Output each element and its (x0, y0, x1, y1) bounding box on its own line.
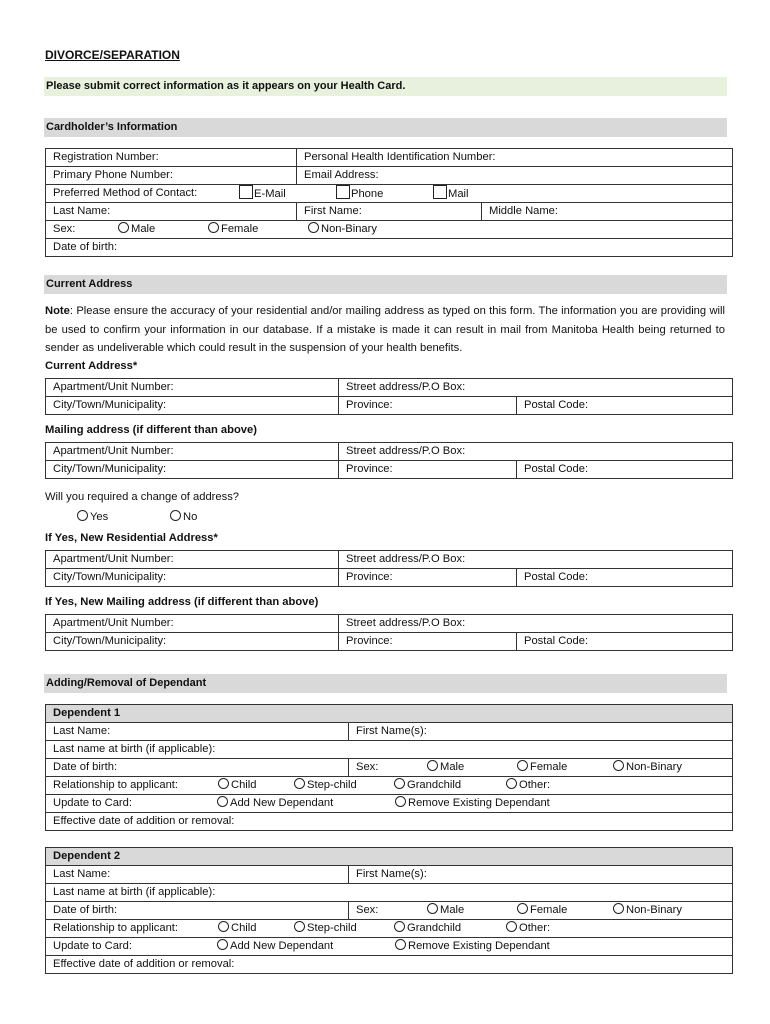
dep-first-names-field[interactable]: First Name(s): (349, 866, 733, 884)
street-field[interactable]: Street address/P.O Box: (339, 551, 733, 569)
first-name-field[interactable]: First Name: (297, 203, 482, 221)
sex-male-radio[interactable]: Male (118, 221, 155, 238)
registration-number-field[interactable]: Registration Number: (46, 149, 297, 167)
dependants-heading: Adding/Removal of Dependant (44, 674, 727, 693)
sex-row (46, 221, 733, 239)
radio-icon (217, 939, 228, 950)
middle-name-field[interactable]: Middle Name: (482, 203, 733, 221)
dep-birth-last-field[interactable]: Last name at birth (if applicable): (46, 884, 733, 902)
dep-sex-row (349, 759, 733, 777)
radio-icon (506, 778, 517, 789)
dep-update-row (46, 938, 733, 956)
checkbox-icon (336, 185, 350, 199)
radio-icon (395, 939, 406, 950)
street-field[interactable]: Street address/P.O Box: (339, 443, 733, 461)
radio-icon (208, 222, 219, 233)
dep-update-label: Update to Card: (53, 940, 132, 952)
dep-add-radio[interactable]: Add New Dependant (217, 938, 333, 955)
form-title: DIVORCE/SEPARATION (45, 48, 180, 62)
new-residential-label: If Yes, New Residential Address* (45, 532, 218, 544)
street-field[interactable]: Street address/P.O Box: (339, 379, 733, 397)
dep-birth-last-field[interactable]: Last name at birth (if applicable): (46, 741, 733, 759)
dep-relationship-label: Relationship to applicant: (53, 779, 179, 791)
dep-sex-female-radio[interactable]: Female (517, 902, 567, 919)
dep-last-name-field[interactable]: Last Name: (46, 866, 349, 884)
notice-banner: Please submit correct information as it appears on your Health Card. (44, 77, 727, 96)
dep-rel-child-radio[interactable]: Child (218, 920, 257, 937)
new-mailing-table (45, 614, 733, 651)
dep-rel-grandchild-radio[interactable]: Grandchild (394, 920, 461, 937)
checkbox-icon (433, 185, 447, 199)
dep-relationship-row (46, 777, 733, 795)
radio-icon (218, 921, 229, 932)
dep-update-row (46, 795, 733, 813)
dep-rel-child-radio[interactable]: Child (218, 777, 257, 794)
city-field[interactable]: City/Town/Municipality: (46, 633, 339, 651)
dep-effective-date-field[interactable]: Effective date of addition or removal: (46, 813, 733, 831)
dep-sex-row (349, 902, 733, 920)
street-field[interactable]: Street address/P.O Box: (339, 615, 733, 633)
sex-label: Sex: (53, 223, 76, 235)
province-field[interactable]: Province: (339, 397, 517, 415)
dep-relationship-label: Relationship to applicant: (53, 922, 179, 934)
new-residential-table (45, 550, 733, 587)
postal-field[interactable]: Postal Code: (517, 461, 733, 479)
current-address-label: Current Address* (45, 360, 138, 372)
sex-nonbinary-radio[interactable]: Non-Binary (308, 221, 377, 238)
apt-field[interactable]: Apartment/Unit Number: (46, 551, 339, 569)
radio-icon (308, 222, 319, 233)
radio-icon (613, 760, 624, 771)
radio-icon (218, 778, 229, 789)
dep-sex-label: Sex: (356, 904, 379, 916)
dep-sex-male-radio[interactable]: Male (427, 759, 464, 776)
dep-first-names-field[interactable]: First Name(s): (349, 723, 733, 741)
radio-icon (118, 222, 129, 233)
radio-icon (170, 510, 181, 521)
cardholder-heading: Cardholder’s Information (44, 118, 727, 137)
city-field[interactable]: City/Town/Municipality: (46, 397, 339, 415)
radio-icon (395, 796, 406, 807)
dep-dob-field[interactable]: Date of birth: (46, 902, 349, 920)
province-field[interactable]: Province: (339, 569, 517, 587)
radio-icon (427, 760, 438, 771)
province-field[interactable]: Province: (339, 633, 517, 651)
sex-female-radio[interactable]: Female (208, 221, 258, 238)
change-address-question: Will you required a change of address? (45, 491, 240, 503)
last-name-field[interactable]: Last Name: (46, 203, 297, 221)
dep-rel-other-radio[interactable]: Other: (506, 920, 550, 937)
dep-rel-other-radio[interactable]: Other: (506, 777, 550, 794)
radio-icon (77, 510, 88, 521)
mailing-address-table (45, 442, 733, 479)
change-yes-radio[interactable]: Yes (77, 510, 108, 523)
current-address-heading: Current Address (44, 275, 727, 294)
radio-icon (517, 760, 528, 771)
mail-checkbox[interactable]: Mail (433, 185, 469, 203)
radio-icon (394, 778, 405, 789)
email-field[interactable]: Email Address: (297, 167, 733, 185)
phone-checkbox[interactable]: Phone (336, 185, 383, 203)
current-address-table (45, 378, 733, 415)
city-field[interactable]: City/Town/Municipality: (46, 569, 339, 587)
postal-field[interactable]: Postal Code: (517, 569, 733, 587)
dependent-title: Dependent 2 (46, 848, 733, 866)
dep-last-name-field[interactable]: Last Name: (46, 723, 349, 741)
checkbox-icon (239, 185, 253, 199)
dependent-2-table (45, 847, 733, 974)
contact-method-label: Preferred Method of Contact: (53, 187, 198, 199)
cardholder-table (45, 148, 733, 257)
radio-icon (613, 903, 624, 914)
dep-remove-radio[interactable]: Remove Existing Dependant (395, 938, 550, 955)
new-mailing-label: If Yes, New Mailing address (if different than above) (45, 596, 319, 608)
dep-update-label: Update to Card: (53, 797, 132, 809)
radio-icon (294, 921, 305, 932)
note-text: : Please ensure the accuracy of your residential and/or mailing address as typed on this form. The information you are providing will be used to confirm your information in our database. If a mistake is made it can result in mail from Manitoba Health being returned to sender as undeliverable which could result in the suspension of your health benefits. (45, 305, 725, 354)
dob-field[interactable]: Date of birth: (46, 239, 733, 257)
postal-field[interactable]: Postal Code: (517, 397, 733, 415)
radio-icon (427, 903, 438, 914)
dep-add-radio[interactable]: Add New Dependant (217, 795, 333, 812)
note-label: Note (45, 305, 70, 317)
dep-sex-female-radio[interactable]: Female (517, 759, 567, 776)
dep-rel-stepchild-radio[interactable]: Step-child (294, 777, 357, 794)
dep-rel-stepchild-radio[interactable]: Step-child (294, 920, 357, 937)
contact-method-row (46, 185, 733, 203)
dep-sex-label: Sex: (356, 761, 379, 773)
apt-field[interactable]: Apartment/Unit Number: (46, 443, 339, 461)
province-field[interactable]: Province: (339, 461, 517, 479)
radio-icon (294, 778, 305, 789)
radio-icon (506, 921, 517, 932)
dep-effective-date-field[interactable]: Effective date of addition or removal: (46, 956, 733, 974)
city-field[interactable]: City/Town/Municipality: (46, 461, 339, 479)
radio-icon (394, 921, 405, 932)
radio-icon (517, 903, 528, 914)
address-note (45, 302, 725, 358)
dep-sex-nonbinary-radio[interactable]: Non-Binary (613, 759, 682, 776)
postal-field[interactable]: Postal Code: (517, 633, 733, 651)
dep-sex-nonbinary-radio[interactable]: Non-Binary (613, 902, 682, 919)
radio-icon (217, 796, 228, 807)
mailing-address-label: Mailing address (if different than above) (45, 424, 257, 436)
dependent-1-table (45, 704, 733, 831)
dep-relationship-row (46, 920, 733, 938)
dep-remove-radio[interactable]: Remove Existing Dependant (395, 795, 550, 812)
dep-sex-male-radio[interactable]: Male (427, 902, 464, 919)
dep-rel-grandchild-radio[interactable]: Grandchild (394, 777, 461, 794)
apt-field[interactable]: Apartment/Unit Number: (46, 615, 339, 633)
change-no-radio[interactable]: No (170, 510, 197, 523)
dep-dob-field[interactable]: Date of birth: (46, 759, 349, 777)
email-checkbox[interactable]: E-Mail (239, 185, 286, 203)
phin-field[interactable]: Personal Health Identification Number: (297, 149, 733, 167)
phone-field[interactable]: Primary Phone Number: (46, 167, 297, 185)
dependent-title: Dependent 1 (46, 705, 733, 723)
apt-field[interactable]: Apartment/Unit Number: (46, 379, 339, 397)
